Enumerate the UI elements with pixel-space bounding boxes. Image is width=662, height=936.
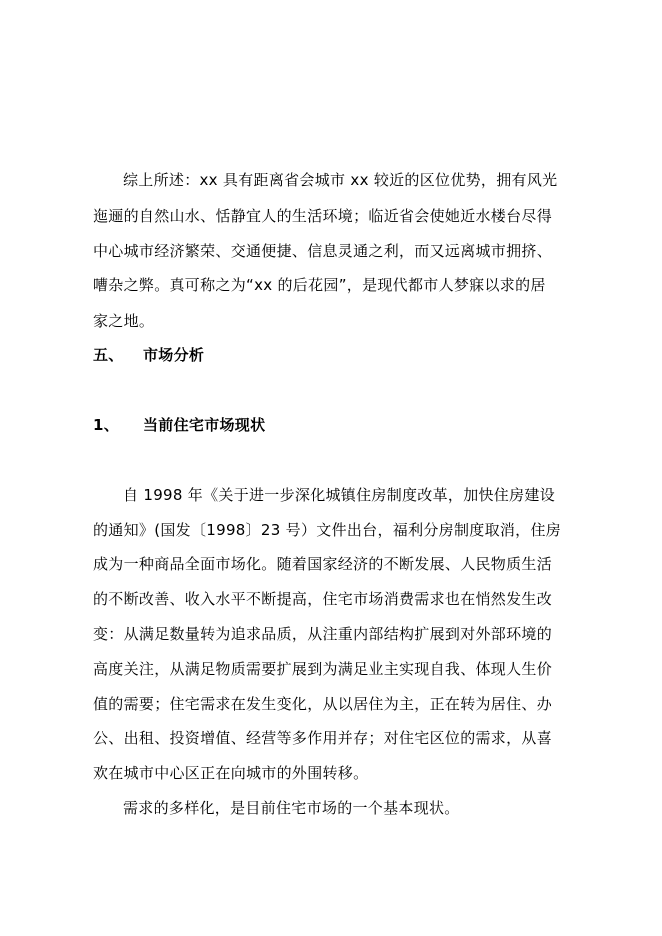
- text-line: 自 1998 年《关于进一步深化城镇住房制度改革，加快住房建设: [123, 486, 556, 504]
- section-number: 五、: [93, 346, 124, 364]
- text-line: 值的需要；住宅需求在发生变化，从以居住为主，正在转为居住、办: [93, 695, 553, 713]
- text-line: 嘈杂之弊。真可称之为“xx 的后花园”，是现代都市人梦寐以求的居: [93, 276, 546, 294]
- section-heading: [93, 345, 204, 365]
- text-line: 欢在城市中心区正在向城市的外围转移。: [93, 764, 369, 782]
- text-line: 中心城市经济繁荣、交通便捷、信息灵通之利，而又远离城市拥挤、: [93, 242, 553, 260]
- text-line: 家之地。: [93, 312, 155, 330]
- text-line: 高度关注，从满足物质需要扩展到为满足业主实现自我、体现人生价: [93, 660, 553, 678]
- text-line: 需求的多样化，是目前住宅市场的一个基本现状。: [123, 799, 460, 817]
- subsection-title: 当前住宅市场现状: [143, 416, 266, 434]
- text-line: 迤逦的自然山水、恬静宜人的生活环境；临近省会使她近水楼台尽得: [93, 207, 553, 225]
- subsection-number: 1、: [93, 416, 120, 434]
- text-line: 的不断改善、收入水平不断提高，住宅市场消费需求也在悄然发生改: [93, 590, 553, 608]
- text-line: 的通知》(国发〔1998〕23 号）文件出台，福利分房制度取消，住房: [93, 521, 562, 539]
- text-line: 成为一种商品全面市场化。随着国家经济的不断发展、人民物质生活: [93, 555, 553, 573]
- subsection-heading: [93, 415, 265, 435]
- text-line: 综上所述：xx 具有距离省会城市 xx 较近的区位优势，拥有风光: [123, 171, 558, 189]
- text-line: 变：从满足数量转为追求品质，从注重内部结构扩展到对外部环境的: [93, 625, 553, 643]
- section-title: 市场分析: [143, 346, 205, 364]
- text-line: 公、出租、投资增值、经营等多作用并存；对住宅区位的需求，从喜: [93, 729, 553, 747]
